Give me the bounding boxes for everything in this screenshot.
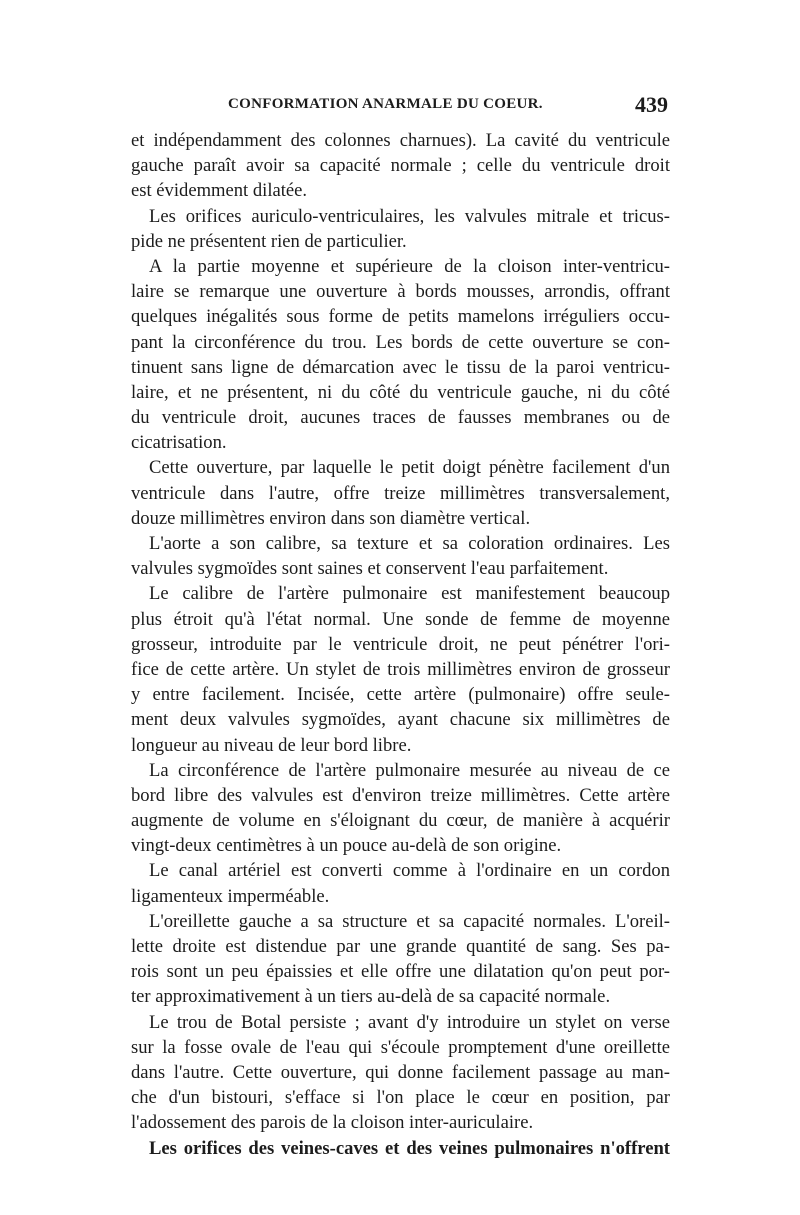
text-line: l'adossement des parois de la cloison inter-auriculaire. bbox=[131, 1112, 534, 1134]
text-line: Le trou de Botal persiste ; avant d'y introduire un stylet on verse bbox=[149, 1011, 670, 1033]
running-title: CONFORMATION ANARMALE DU COEUR. bbox=[228, 96, 543, 112]
text-line: grosseur, introduite par le ventricule droit, ne peut pénétrer l'ori- bbox=[131, 633, 670, 655]
text-line: ter approximativement à un tiers au-delà de sa capacité normale. bbox=[131, 986, 611, 1008]
page-number: 439 bbox=[635, 92, 668, 117]
text-line: sur la fosse ovale de l'eau qui s'écoule promptement d'une oreillette bbox=[131, 1036, 670, 1058]
text-line: cicatrisation. bbox=[131, 432, 227, 454]
text-line: est évidemment dilatée. bbox=[131, 180, 308, 202]
text-line: et indépendamment des colonnes charnues). La cavité du ventricule bbox=[131, 130, 670, 151]
text-line: ventricule dans l'autre, offre treize millimètres transversalement, bbox=[131, 482, 670, 504]
text-line: Cette ouverture, par laquelle le petit doigt pénètre facilement d'un bbox=[149, 457, 670, 479]
text-line: pant la circonférence du trou. Les bords de cette ouverture se con- bbox=[131, 331, 670, 353]
text-line: dans l'autre. Cette ouverture, qui donne facilement passage au man- bbox=[131, 1061, 670, 1083]
text-line: rois sont un peu épaissies et elle offre une dilatation qu'on peut por- bbox=[131, 961, 670, 983]
text-line: ligamenteux imperméable. bbox=[131, 885, 330, 907]
text-line: longueur au niveau de leur bord libre. bbox=[131, 734, 412, 756]
text-line: fice de cette artère. Un stylet de trois millimètres environ de grosseur bbox=[131, 658, 670, 680]
text-line: Le calibre de l'artère pulmonaire est manifestement beaucoup bbox=[149, 583, 670, 605]
text-line: laire se remarque une ouverture à bords mousses, arrondis, offrant bbox=[131, 281, 670, 303]
text-line: douze millimètres environ dans son diamètre vertical. bbox=[131, 507, 531, 529]
text-line: La circonférence de l'artère pulmonaire mesurée au niveau de ce bbox=[149, 759, 670, 781]
text-line: L'oreillette gauche a sa structure et sa capacité normales. L'oreil- bbox=[149, 910, 670, 932]
text-line: gauche paraît avoir sa capacité normale ; celle du ventricule droit bbox=[131, 155, 670, 177]
text-line: A la partie moyenne et supérieure de la cloison inter-ventricu- bbox=[149, 255, 670, 277]
text-line: plus étroit qu'à l'état normal. Une sonde de femme de moyenne bbox=[131, 608, 670, 630]
text-line: valvules sygmoïdes sont saines et conservent l'eau parfaitement. bbox=[131, 558, 609, 580]
text-line: ment deux valvules sygmoïdes, ayant chacune six millimètres de bbox=[131, 709, 670, 731]
text-line: pide ne présentent rien de particulier. bbox=[131, 230, 407, 252]
text-line: augmente de volume en s'éloignant du cœur, de manière à acquérir bbox=[131, 810, 670, 832]
text-line: lette droite est distendue par une grande quantité de sang. Ses pa- bbox=[131, 936, 670, 957]
text-line: du ventricule droit, aucunes traces de fausses membranes ou de bbox=[131, 407, 670, 429]
text-line: Les orifices auriculo-ventriculaires, les valvules mitrale et tricus- bbox=[149, 205, 670, 227]
text-line: y entre facilement. Incisée, cette artère (pulmonaire) offre seule- bbox=[131, 684, 670, 706]
text-line: Les orifices des veines-caves et des veines pulmonaires n'offrent bbox=[149, 1137, 670, 1159]
page-header bbox=[128, 92, 668, 120]
text-line: tinuent sans ligne de démarcation avec le tissu de la paroi ventricu- bbox=[131, 356, 670, 378]
text-line: quelques inégalités sous forme de petits mamelons irréguliers occu- bbox=[131, 306, 670, 328]
text-line: laire, et ne présentent, ni du côté du ventricule gauche, ni du côté bbox=[131, 381, 670, 403]
text-line: vingt-deux centimètres à un pouce au-delà de son origine. bbox=[131, 835, 562, 857]
text-line: Le canal artériel est converti comme à l'ordinaire en un cordon bbox=[149, 860, 670, 882]
text-line: che d'un bistouri, s'efface si l'on place le cœur en position, par bbox=[131, 1087, 670, 1109]
text-line: bord libre des valvules est d'environ treize millimètres. Cette artère bbox=[131, 784, 670, 806]
body-text bbox=[131, 128, 670, 1161]
text-line: L'aorte a son calibre, sa texture et sa coloration ordinaires. Les bbox=[149, 533, 670, 554]
